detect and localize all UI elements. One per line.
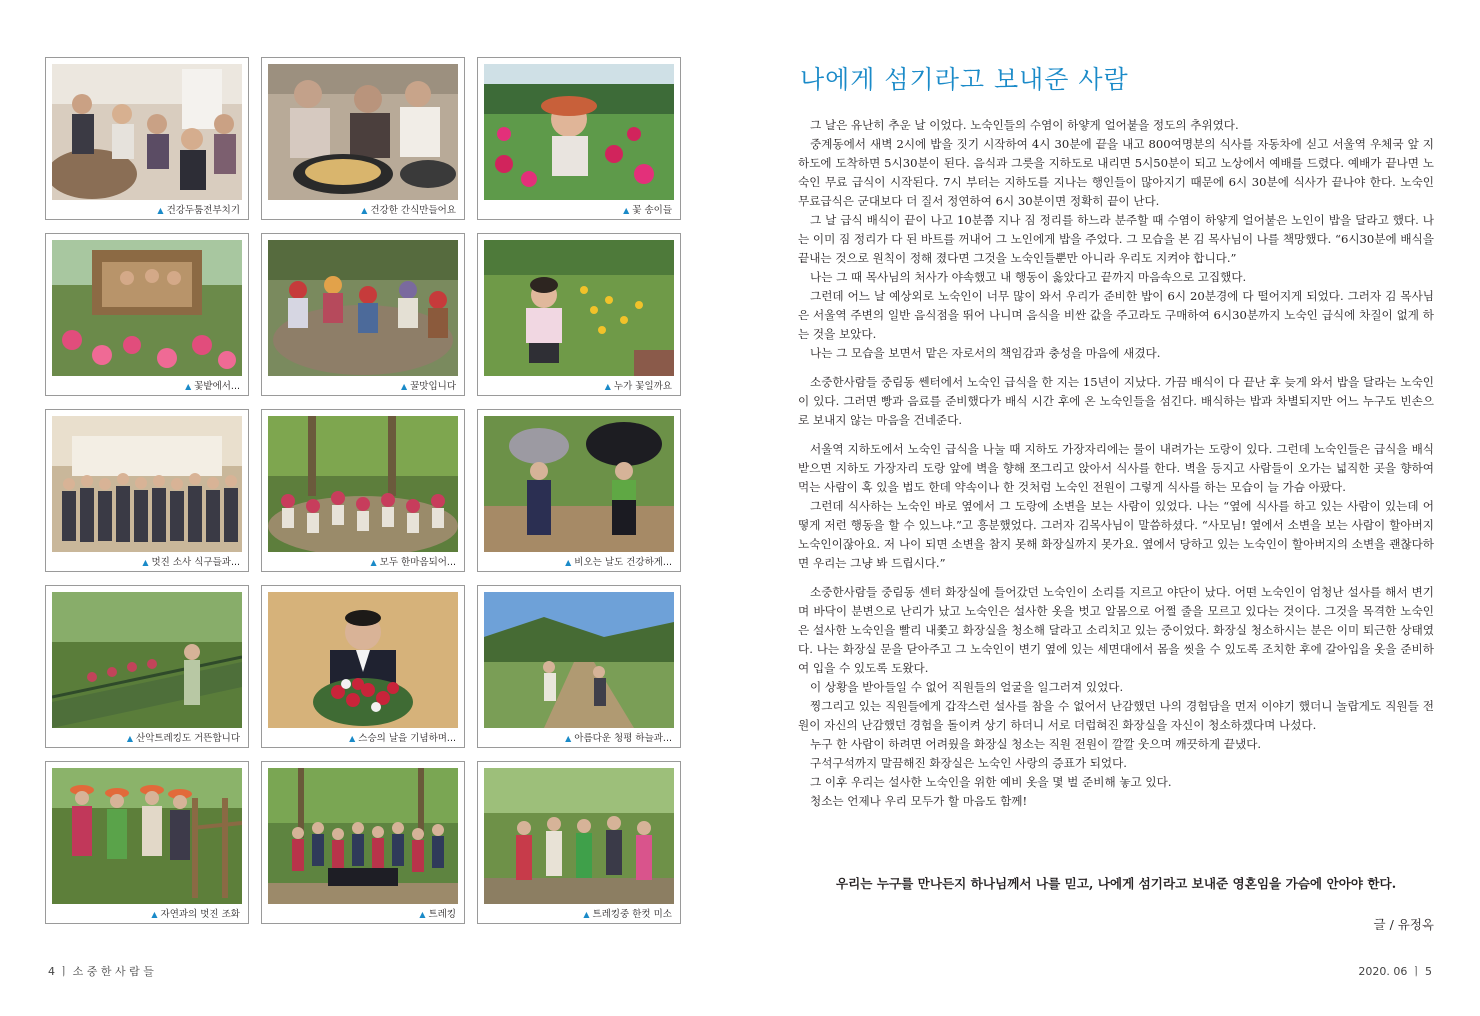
photo bbox=[484, 64, 674, 200]
paragraph: 구석구석까지 말끔해진 화장실은 노숙인 사랑의 증표가 되었다. bbox=[810, 756, 1127, 770]
paragraph: 그 이후 우리는 설사한 노숙인을 위한 예비 옷을 몇 벌 준비해 놓고 있다. bbox=[810, 775, 1172, 789]
caption-text: 산악트레킹도 거뜬합니다 bbox=[136, 733, 240, 744]
paragraph: 소중한사람들 중림동 센터 화장실에 들어갔던 노숙인이 소리를 지르고 야단이 났다. 어떤 노숙인이 엄청난 설사를 해서 변기며 바닥이 분변으로 난리가 났고 노숙인은 설사한 옷을 벗고 알몸으로 어쩔 줄을 모르고 있다는 것이다. 그것을 목격한 노숙인은 설사한 노숙인을 빨리 내쫓고 화장실을 청소해 달라고 소리치고 있는 중이었다. 화장실 청소하시는 분은 이미 퇴근한 상태였다. 나는 화장실 문을 닫아주고 그 노숙인이 변기 옆에 있는 세면대에서 몸을 씻을 수 있도록 조치한 후에 갈아입을 옷을 준비하여 입을 수 있도록 도왔다. bbox=[798, 585, 1434, 675]
caption-text: 꽃밭에서... bbox=[194, 381, 240, 392]
photo bbox=[268, 592, 458, 728]
photo bbox=[484, 592, 674, 728]
photo-caption bbox=[349, 730, 456, 744]
caption-text: 비오는 날도 건강하게... bbox=[574, 557, 672, 568]
photo bbox=[484, 768, 674, 904]
photo bbox=[52, 64, 242, 200]
paragraph: 그런데 식사하는 노숙인 바로 옆에서 그 도랑에 소변을 보는 사람이 있었다. 나는 “옆에 식사를 하고 있는 사람이 있는데 어떻게 저런 행동을 할 수 있느냐.”고 흥분했었다. 그러자 김목사님이 말씀하셨다. “사모님! 옆에서 소변을 보는 사람이 할아버지 노숙인이잖아요. 저 나이 되면 소변을 참지 못해 화장실까지 못가요. 옆에서 당하고 있는 노숙인이 할아버지의 소변을 괜찮다하면 우리는 그냥 봐 드립시다.” bbox=[798, 499, 1434, 570]
paragraph: 나는 그 때 목사님의 처사가 야속했고 내 행동이 옳았다고 끝까지 마음속으로 고집했다. bbox=[810, 270, 1247, 284]
triangle-bullet-icon: ▲ bbox=[400, 382, 408, 391]
triangle-bullet-icon: ▲ bbox=[565, 558, 572, 567]
caption-text: 트레킹중 한컷 미소 bbox=[592, 909, 672, 920]
paragraph: 누구 한 사람이 하려면 어려웠을 화장실 청소는 직원 전원이 깔깔 웃으며 깨끗하게 끝냈다. bbox=[810, 737, 1262, 751]
triangle-bullet-icon: ▲ bbox=[361, 206, 368, 215]
photo bbox=[52, 592, 242, 728]
paragraph: 그런데 어느 날 예상외로 노숙인이 너무 많이 와서 우리가 준비한 밥이 6시 20분경에 다 떨어지게 되었다. 그러자 김 목사님은 서울역 주변의 일반 음식점을 뛰어 나니며 음식을 비싼 값을 주고라도 구매하여 6시30분까지 노숙인 급식에 차질이 없게 하는 것을 보았다. bbox=[798, 289, 1434, 341]
photo-card bbox=[261, 761, 465, 924]
photo-card bbox=[261, 409, 465, 572]
photo bbox=[268, 768, 458, 904]
triangle-bullet-icon: ▲ bbox=[604, 382, 611, 391]
photo-caption bbox=[142, 554, 240, 568]
triangle-bullet-icon: ▲ bbox=[565, 734, 572, 743]
paragraph: 그 날은 유난히 추운 날 이었다. 노숙인들의 수염이 하얗게 얼어붙을 정도의 추위였다. bbox=[810, 118, 1239, 132]
photo bbox=[52, 240, 242, 376]
paragraph: 이 상황을 받아들일 수 없어 직원들의 얼굴을 일그러져 있었다. bbox=[810, 680, 1124, 694]
photo-card bbox=[45, 761, 249, 924]
photo-caption bbox=[127, 730, 240, 744]
caption-text: 꽃 송이들 bbox=[632, 205, 672, 216]
photo-grid bbox=[45, 57, 681, 924]
photo bbox=[268, 240, 458, 376]
caption-text: 트레킹 bbox=[428, 909, 456, 920]
triangle-bullet-icon: ▲ bbox=[151, 910, 158, 919]
page-number-right: 2020. 06 ㅣ 5 bbox=[1358, 965, 1432, 978]
photo-card bbox=[261, 585, 465, 748]
triangle-bullet-icon: ▲ bbox=[349, 734, 356, 743]
photo bbox=[484, 416, 674, 552]
article-title: 나에게 섬기라고 보내준 사람 bbox=[800, 65, 1129, 94]
photo-card bbox=[45, 233, 249, 396]
paragraph: 나는 그 모습을 보면서 맡은 자로서의 책임감과 충성을 마음에 새겼다. bbox=[810, 346, 1161, 360]
triangle-bullet-icon: ▲ bbox=[583, 910, 590, 919]
photo bbox=[52, 416, 242, 552]
caption-text: 누가 꽃일까요 bbox=[613, 381, 672, 392]
caption-text: 아름다운 청평 하늘과... bbox=[574, 733, 672, 744]
photo bbox=[268, 416, 458, 552]
photo-caption bbox=[401, 378, 456, 392]
closing-statement: 우리는 누구를 만나든지 하나님께서 나를 믿고, 나에게 섬기라고 보내준 영혼임을 가슴에 안아야 한다. bbox=[835, 876, 1397, 891]
photo-card bbox=[45, 585, 249, 748]
photo-caption bbox=[371, 554, 456, 568]
photo-card bbox=[45, 409, 249, 572]
paragraph: 서울역 지하도에서 노숙인 급식을 나눌 때 지하도 가장자리에는 물이 내려가는 도랑이 있다. 그런데 노숙인들은 급식을 배식 받으면 지하도 가장자리 도랑 앞에 벽을 향해 쪼그리고 앉아서 식사를 한다. 벽을 등지고 사람들이 오가는 넓직한 곳을 향하여 먹는 사람이 혹 있을 법도 한데 약속이나 한 것처럼 노숙인 전원이 그렇게 식사를 하는 모습이 늘 가슴 아팠다. bbox=[798, 442, 1434, 494]
paragraph: 중계동에서 새벽 2시에 밥을 짓기 시작하여 4시 30분에 끝을 내고 800여명분의 식사를 자동차에 싣고 서울역 우체국 앞 지하도에 도착하면 5시30분이 된다. 음식과 그릇을 지하도로 내리면 5시50분이 되고 노상에서 예배를 드렸다. 예배가 끝나면 노숙인 무료 급식이 시작된다. 7시 부터는 지하도를 지나는 행인들이 많아지기 때문에 6시 30분에 식사가 끝나야 한다. 노숙인 무료급식은 군대보다 더 질서 정연하여 6시 30분이면 정확히 끝이 난다. bbox=[798, 137, 1434, 208]
photo-card bbox=[477, 585, 681, 748]
paragraph: 그 날 급식 배식이 끝이 나고 10분쯤 지나 짐 정리를 하느라 분주할 때 수염이 하얗게 얼어붙은 노인이 밥을 달라고 했다. 나는 이미 짐 정리가 다 된 바트를 꺼내어 그 노인에게 밥을 주었다. 그 모습을 본 김 목사님이 나를 책망했다. “6시30분에 배식을 끝내는 것으로 원칙이 정해 졌다면 그것을 노숙인들뿐만 아니라 우리도 지켜야 합니다.” bbox=[798, 213, 1435, 265]
caption-text: 모두 한마음되어... bbox=[379, 557, 456, 568]
photo-card bbox=[261, 233, 465, 396]
right-page bbox=[740, 0, 1480, 1016]
photo-card bbox=[477, 409, 681, 572]
photo-caption bbox=[419, 906, 456, 920]
photo-caption bbox=[565, 554, 672, 568]
triangle-bullet-icon: ▲ bbox=[157, 206, 164, 215]
triangle-bullet-icon: ▲ bbox=[419, 910, 426, 919]
photo-card bbox=[477, 233, 681, 396]
author-byline: 글 / 유정옥 bbox=[1373, 917, 1434, 932]
caption-text: 건강한 간식만들어요 bbox=[370, 205, 456, 216]
caption-text: 자연과의 멋진 조화 bbox=[160, 909, 240, 920]
photo-card bbox=[477, 57, 681, 220]
caption-text: 꿀맛입니다 bbox=[410, 381, 456, 392]
photo-card bbox=[477, 761, 681, 924]
photo-caption bbox=[565, 730, 672, 744]
caption-text: 멋진 소사 식구들과... bbox=[151, 557, 240, 568]
photo-caption bbox=[605, 378, 672, 392]
photo-card bbox=[45, 57, 249, 220]
triangle-bullet-icon: ▲ bbox=[142, 558, 149, 567]
caption-text: 스승의 날을 기념하며... bbox=[358, 733, 456, 744]
triangle-bullet-icon: ▲ bbox=[185, 382, 192, 391]
page-number-left: 4 ㅣ 소 중 한 사 람 들 bbox=[48, 965, 154, 978]
photo-caption bbox=[361, 202, 456, 216]
photo bbox=[52, 768, 242, 904]
photo-caption bbox=[151, 906, 240, 920]
photo-caption bbox=[583, 906, 672, 920]
paragraph: 청소는 언제나 우리 모두가 할 마음도 함께! bbox=[810, 794, 1028, 808]
triangle-bullet-icon: ▲ bbox=[623, 206, 630, 215]
triangle-bullet-icon: ▲ bbox=[370, 558, 377, 567]
photo bbox=[484, 240, 674, 376]
caption-text: 건강두툼전부치기 bbox=[166, 205, 240, 216]
photo-caption bbox=[623, 202, 672, 216]
photo-caption bbox=[157, 202, 240, 216]
paragraph: 찡그리고 있는 직원들에게 갑작스런 설사를 참을 수 없어서 난감했던 나의 경험담을 먼저 이야기 했더니 놀랍게도 직원들 전원이 자신의 난감했던 경험을 돌이켜 상기 하더니 서로 더럽혀진 화장실을 자신이 청소하겠다며 나섰다. bbox=[798, 699, 1434, 732]
paragraph: 소중한사람들 중림동 쎈터에서 노숙인 급식을 한 지는 15년이 지났다. 가끔 배식이 다 끝난 후 늦게 와서 밥을 달라는 노숙인이 있다. 그러면 빵과 음료를 준비했다가 배식 시간 후에 온 노숙인들을 섬긴다. 배식하는 밥과 차별되지만 어느 누구도 빈손으로 보내지 않는 마음을 건네준다. bbox=[798, 375, 1434, 427]
photo bbox=[268, 64, 458, 200]
photo-caption bbox=[185, 378, 240, 392]
photo-card bbox=[261, 57, 465, 220]
triangle-bullet-icon: ▲ bbox=[126, 734, 134, 743]
article-body bbox=[798, 116, 1434, 811]
